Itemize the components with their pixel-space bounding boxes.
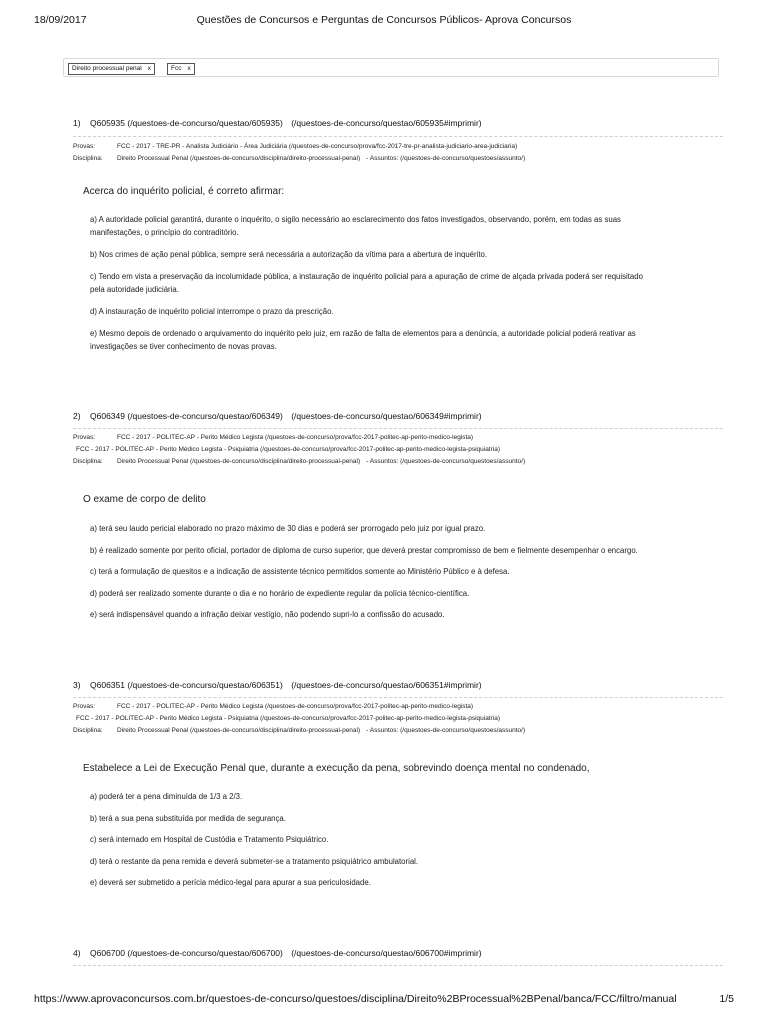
- alternative-b[interactable]: b) Nos crimes de ação penal pública, sempre será necessária a autorização da vítima para a abertura de inquérito.: [90, 250, 487, 259]
- print-page-title: Questões de Concursos e Perguntas de Concursos Públicos- Aprova Concursos: [196, 14, 572, 26]
- alternative-b[interactable]: b) é realizado somente por perito oficial, portador de diploma de curso superior, que deverá prestar compromisso de bem e fielmente desempenhar o encargo.: [90, 545, 638, 555]
- divider: [73, 697, 723, 698]
- question-link[interactable]: (/questoes-de-concurso/questao/606351): [127, 680, 283, 690]
- alternative-a[interactable]: a) A autoridade policial garantirá, durante o inquérito, o sigilo necessário ao esclarecimento dos fatos investigados, observando, porém, em todas as suas manifestações, o princípio do contraditório.: [90, 215, 621, 237]
- question-card: [73, 947, 723, 966]
- question-header: [73, 410, 723, 422]
- alternative-e[interactable]: e) será indispensável quando a infração deixar vestígio, não podendo supri-lo a confissão do acusado.: [90, 610, 445, 619]
- disciplina-link[interactable]: Direito Processual Penal (/questoes-de-concurso/disciplina/direito-processual-penal): [117, 155, 361, 162]
- question-code: Q606351: [90, 680, 125, 690]
- question-number: 3): [73, 680, 81, 690]
- assuntos-label: - Assuntos:: [366, 727, 399, 734]
- question-link[interactable]: (/questoes-de-concurso/questao/606349): [127, 411, 283, 421]
- question-header: [73, 679, 723, 691]
- alternative-e[interactable]: e) Mesmo depois de ordenado o arquivamento do inquérito pelo juiz, em razão de falta de elementos para a denúncia, a autoridade policial poderá reativar as investigações se tiver conhecimento de novas provas.: [90, 329, 636, 351]
- question-provas: [73, 701, 723, 713]
- question-statement: O exame de corpo de delito: [83, 494, 206, 505]
- prova-link[interactable]: FCC - 2017 - POLITEC-AP - Perito Médico Legista - Psiquiatria (/questoes-de-concurso/prova/fcc-2017-politec-ap-perito-medico-legista-psiquiatria): [76, 446, 501, 453]
- remove-filter-icon[interactable]: x: [147, 65, 151, 72]
- provas-label: Provas:: [73, 434, 96, 441]
- question-provas: [73, 432, 723, 444]
- question-disciplina: [73, 153, 723, 165]
- print-question-link[interactable]: (/questoes-de-concurso/questao/606349#imprimir): [291, 411, 482, 421]
- assuntos-link[interactable]: (/questoes-de-concurso/questoes/assunto/): [400, 458, 526, 465]
- alternative-c[interactable]: c) Tendo em vista a preservação da incolumidade pública, a instauração de inquérito policial para a apuração de crime de alçada privada poderá ser requisitado pela autoridade judiciária.: [90, 272, 643, 294]
- print-url: https://www.aprovaconcursos.com.br/questoes-de-concurso/questoes/disciplina/Direito%2BProcessual%2BPenal/banca/FCC/filtro/manual: [34, 993, 677, 1005]
- question-number: 4): [73, 948, 81, 958]
- question-disciplina: [73, 456, 723, 468]
- print-question-link[interactable]: (/questoes-de-concurso/questao/605935#imprimir): [291, 118, 482, 128]
- alternatives-list: [90, 522, 710, 621]
- assuntos-label: - Assuntos:: [366, 155, 399, 162]
- assuntos-label: - Assuntos:: [366, 458, 399, 465]
- question-link[interactable]: (/questoes-de-concurso/questao/606700): [127, 948, 283, 958]
- disciplina-label: Disciplina:: [73, 727, 103, 734]
- question-provas-secondary: [73, 444, 723, 456]
- provas-label: Provas:: [73, 143, 96, 150]
- question-header: [73, 117, 723, 129]
- provas-label: Provas:: [73, 703, 96, 710]
- disciplina-link[interactable]: Direito Processual Penal (/questoes-de-concurso/disciplina/direito-processual-penal): [117, 458, 361, 465]
- alternative-a[interactable]: a) terá seu laudo pericial elaborado no prazo máximo de 30 dias e poderá ser prorrogado pelo juiz por igual prazo.: [90, 524, 486, 533]
- remove-filter-icon[interactable]: x: [187, 65, 191, 72]
- question-card: [73, 117, 723, 165]
- alternative-b[interactable]: b) terá a sua pena substituída por medida de segurança.: [90, 813, 286, 823]
- alternative-c[interactable]: c) será internado em Hospital de Custódia e Tratamento Psiquiátrico.: [90, 835, 329, 844]
- print-date: 18/09/2017: [34, 14, 87, 26]
- print-question-link[interactable]: (/questoes-de-concurso/questao/606351#imprimir): [291, 680, 482, 690]
- alternative-c[interactable]: c) terá a formulação de quesitos e a indicação de assistente técnico permitidos somente ao Ministério Público e à defesa.: [90, 567, 510, 576]
- filter-chip-label: Fcc: [171, 65, 182, 72]
- prova-link[interactable]: FCC - 2017 - POLITEC-AP - Perito Médico Legista - Psiquiatria (/questoes-de-concurso/prova/fcc-2017-politec-ap-perito-medico-legista-psiquiatria): [76, 715, 501, 722]
- disciplina-label: Disciplina:: [73, 155, 103, 162]
- disciplina-link[interactable]: Direito Processual Penal (/questoes-de-concurso/disciplina/direito-processual-penal): [117, 727, 361, 734]
- question-provas: [73, 141, 723, 153]
- filter-chip-label: Direito processual penal: [72, 65, 142, 72]
- divider: [73, 136, 723, 137]
- alternative-d[interactable]: d) terá o restante da pena remida e deverá submeter-se a tratamento psiquiátrico ambulatorial.: [90, 856, 419, 866]
- question-card: [73, 679, 723, 737]
- alternatives-list: [90, 213, 710, 353]
- question-code: Q606700: [90, 948, 125, 958]
- print-header: [0, 14, 768, 30]
- prova-link[interactable]: FCC - 2017 - POLITEC-AP - Perito Médico Legista (/questoes-de-concurso/prova/fcc-2017-politec-ap-perito-medico-legista): [117, 434, 474, 441]
- question-disciplina: [73, 725, 723, 737]
- question-number: 2): [73, 411, 81, 421]
- alternative-e[interactable]: e) deverá ser submetido a perícia médico-legal para apurar a sua periculosidade.: [90, 878, 371, 887]
- alternative-d[interactable]: d) A instauração de inquérito policial interrompe o prazo da prescrição.: [90, 307, 334, 316]
- filter-chip-banca[interactable]: [167, 63, 195, 75]
- question-provas-secondary: [73, 713, 723, 725]
- question-card: [73, 410, 723, 468]
- alternatives-list: [90, 790, 710, 889]
- prova-link[interactable]: FCC - 2017 - TRE-PR - Analista Judiciário - Área Judiciária (/questoes-de-concurso/prova/fcc-2017-tre-pr-analista-judiciario-area-judiciaria): [117, 143, 518, 150]
- question-header: [73, 947, 723, 959]
- divider: [73, 428, 723, 429]
- alternative-d[interactable]: d) poderá ser realizado somente durante o dia e no horário de expediente regular da polícia técnico-científica.: [90, 588, 470, 598]
- question-statement: Acerca do inquérito policial, é correto afirmar:: [83, 186, 285, 197]
- assuntos-link[interactable]: (/questoes-de-concurso/questoes/assunto/): [400, 727, 526, 734]
- divider: [73, 965, 723, 966]
- prova-link[interactable]: FCC - 2017 - POLITEC-AP - Perito Médico Legista (/questoes-de-concurso/prova/fcc-2017-politec-ap-perito-medico-legista): [117, 703, 474, 710]
- question-code: Q606349: [90, 411, 125, 421]
- active-filters-bar: [63, 58, 719, 77]
- filter-chip-disciplina[interactable]: [68, 63, 155, 75]
- assuntos-link[interactable]: (/questoes-de-concurso/questoes/assunto/): [400, 155, 526, 162]
- question-link[interactable]: (/questoes-de-concurso/questao/605935): [127, 118, 283, 128]
- print-question-link[interactable]: (/questoes-de-concurso/questao/606700#imprimir): [291, 948, 482, 958]
- disciplina-label: Disciplina:: [73, 458, 103, 465]
- print-footer: [0, 993, 768, 1009]
- question-code: Q605935: [90, 118, 125, 128]
- print-page-number: 1/5: [719, 993, 734, 1005]
- question-number: 1): [73, 118, 81, 128]
- question-statement: Estabelece a Lei de Execução Penal que, durante a execução da pena, sobrevindo doença mental no condenado,: [83, 763, 590, 774]
- alternative-a[interactable]: a) poderá ter a pena diminuída de 1/3 a 2/3.: [90, 792, 243, 801]
